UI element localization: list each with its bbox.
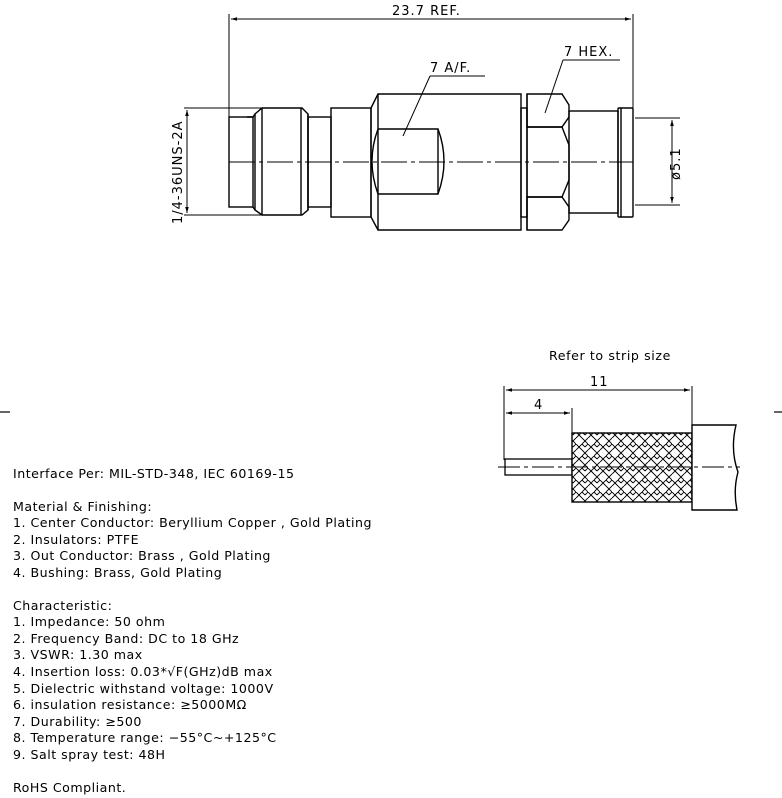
characteristic-item: 3. VSWR: 1.30 max (13, 647, 143, 663)
strip-dim-overall: 11 (590, 375, 609, 390)
characteristic-item: 6. insulation resistance: ≥5000MΩ (13, 697, 247, 713)
characteristic-item: 9. Salt spray test: 48H (13, 746, 166, 762)
hex-label: 7 HEX. (564, 45, 614, 60)
diameter-label: ø5.1 (669, 147, 684, 180)
rohs-note: RoHS Compliant. (13, 779, 127, 795)
overall-length-label: 23.7 REF. (392, 4, 461, 19)
body-flat-leader (403, 76, 485, 136)
material-item: 1. Center Conductor: Beryllium Copper , Gold Plating (13, 515, 373, 531)
material-item: 4. Bushing: Brass, Gold Plating (13, 564, 223, 580)
interface-spec: Interface Per: MIL-STD-348, IEC 60169-15 (13, 466, 295, 481)
characteristic-item: 8. Temperature range: −55°C~+125°C (13, 730, 277, 746)
characteristic-item: 2. Frequency Band: DC to 18 GHz (13, 630, 240, 646)
characteristic-item: 1. Impedance: 50 ohm (13, 614, 166, 630)
spec-notes (13, 466, 372, 796)
material-item: 2. Insulators: PTFE (13, 531, 140, 547)
hex-leader (545, 60, 620, 113)
thread-label: 1/4-36UNS-2A (171, 120, 186, 224)
strip-dim-pin: 4 (534, 398, 544, 413)
characteristic-heading: Characteristic: (13, 597, 113, 613)
material-item: 3. Out Conductor: Brass , Gold Plating (13, 548, 271, 564)
characteristic-item: 4. Insertion loss: 0.03*√F(GHz)dB max (13, 663, 273, 679)
strip-title: Refer to strip size (549, 348, 671, 363)
material-heading: Material & Finishing: (13, 498, 153, 514)
characteristic-item: 7. Durability: ≥500 (13, 713, 142, 729)
characteristic-item: 5. Dielectric withstand voltage: 1000V (13, 680, 274, 696)
body-flat-label: 7 A/F. (430, 61, 472, 76)
